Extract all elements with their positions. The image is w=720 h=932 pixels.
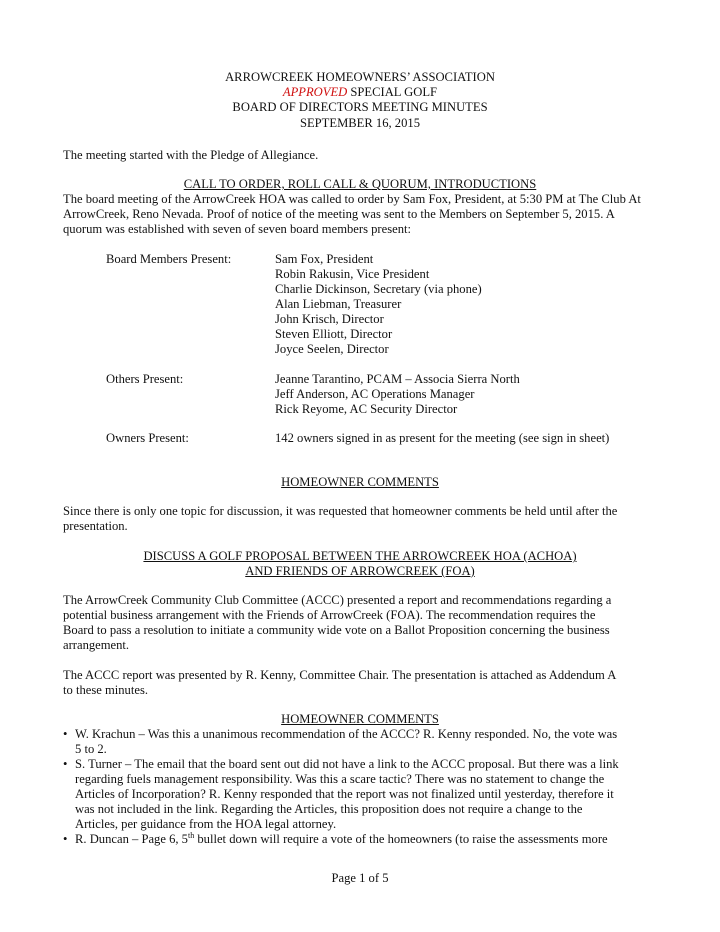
special-golf: SPECIAL GOLF	[347, 85, 438, 99]
comment-line: 5 to 2.	[75, 742, 107, 756]
section-heading-homeowner-comments-2: HOMEOWNER COMMENTS	[281, 712, 439, 726]
board-member: Steven Elliott, Director	[275, 327, 393, 341]
paragraph-line: presentation.	[63, 519, 128, 533]
others-present-label: Others Present:	[106, 372, 184, 386]
org-name: ARROWCREEK HOMEOWNERS’ ASSOCIATION	[225, 70, 495, 84]
other-attendee: Jeanne Tarantino, PCAM – Associa Sierra North	[275, 372, 520, 386]
paragraph-line: Since there is only one topic for discussion, it was requested that homeowner comments be held until after the	[63, 504, 618, 518]
paragraph-line: The ACCC report was presented by R. Kenny, Committee Chair. The presentation is attached as Addendum A	[63, 668, 617, 682]
section-heading-golf-proposal-2: AND FRIENDS OF ARROWCREEK (FOA)	[245, 564, 475, 578]
bullet-icon: •	[63, 727, 68, 741]
board-member: Robin Rakusin, Vice President	[275, 267, 430, 281]
comment-line: Articles of Incorporation? R. Kenny responded that the report was not finalized until yesterday, therefore it	[75, 787, 614, 801]
board-member: Alan Liebman, Treasurer	[275, 297, 402, 311]
paragraph-line: ArrowCreek, Reno Nevada. Proof of notice of the meeting was sent to the Members on September 5, 2015. A	[63, 207, 615, 221]
comment-line: R. Duncan – Page 6, 5th bullet down will require a vote of the homeowners (to raise the assessments more	[75, 830, 608, 846]
comment-line: W. Krachun – Was this a unanimous recommendation of the ACCC? R. Kenny responded. No, the vote was	[75, 727, 618, 741]
meeting-date: SEPTEMBER 16, 2015	[299, 116, 420, 130]
approved-special-line	[0, 85, 720, 100]
paragraph-line: to these minutes.	[63, 683, 148, 697]
bullet-icon: •	[63, 757, 68, 771]
document-title: BOARD OF DIRECTORS MEETING MINUTES	[232, 100, 488, 114]
comment-line: S. Turner – The email that the board sent out did not have a link to the ACCC proposal. But there was a link	[75, 757, 619, 771]
other-attendee: Rick Reyome, AC Security Director	[275, 402, 458, 416]
board-member: Sam Fox, President	[275, 252, 374, 266]
section-heading-call-to-order: CALL TO ORDER, ROLL CALL & QUORUM, INTRODUCTIONS	[183, 177, 537, 191]
comment-line: was not included in the link. Regarding the Articles, this proposition does not require a change to the	[75, 802, 583, 816]
section-heading-homeowner-comments: HOMEOWNER COMMENTS	[281, 475, 439, 489]
paragraph-line: Board to pass a resolution to initiate a community wide vote on a Ballot Proposition concerning the business	[63, 623, 610, 637]
bullet-icon: •	[63, 832, 68, 846]
pledge-text: The meeting started with the Pledge of Allegiance.	[63, 148, 319, 162]
paragraph-line: potential business arrangement with the Friends of ArrowCreek (FOA). The recommendation requires the	[63, 608, 596, 622]
paragraph-line: The ArrowCreek Community Club Committee (ACCC) presented a report and recommendations regarding a	[63, 593, 612, 607]
owners-present-label: Owners Present:	[106, 431, 189, 445]
board-member: John Krisch, Director	[275, 312, 384, 326]
board-member: Charlie Dickinson, Secretary (via phone)	[275, 282, 482, 296]
comment-line: Articles, per guidance from the HOA legal attorney.	[75, 817, 337, 831]
paragraph-line: quorum was established with seven of seven board members present:	[63, 222, 411, 236]
board-member: Joyce Seelen, Director	[275, 342, 389, 356]
approved-label: APPROVED	[282, 85, 348, 99]
comment-line: regarding fuels management responsibility. Was this a scare tactic? There was no statement to change the	[75, 772, 605, 786]
paragraph-line: The board meeting of the ArrowCreek HOA was called to order by Sam Fox, President, at 5:30 PM at The Club At	[63, 192, 641, 206]
page-number: Page 1 of 5	[331, 871, 389, 885]
board-members-label: Board Members Present:	[106, 252, 232, 266]
owners-present-value: 142 owners signed in as present for the meeting (see sign in sheet)	[275, 431, 610, 445]
paragraph-line: arrangement.	[63, 638, 130, 652]
other-attendee: Jeff Anderson, AC Operations Manager	[275, 387, 475, 401]
section-heading-golf-proposal: DISCUSS A GOLF PROPOSAL BETWEEN THE ARROWCREEK HOA (ACHOA)	[143, 549, 577, 563]
